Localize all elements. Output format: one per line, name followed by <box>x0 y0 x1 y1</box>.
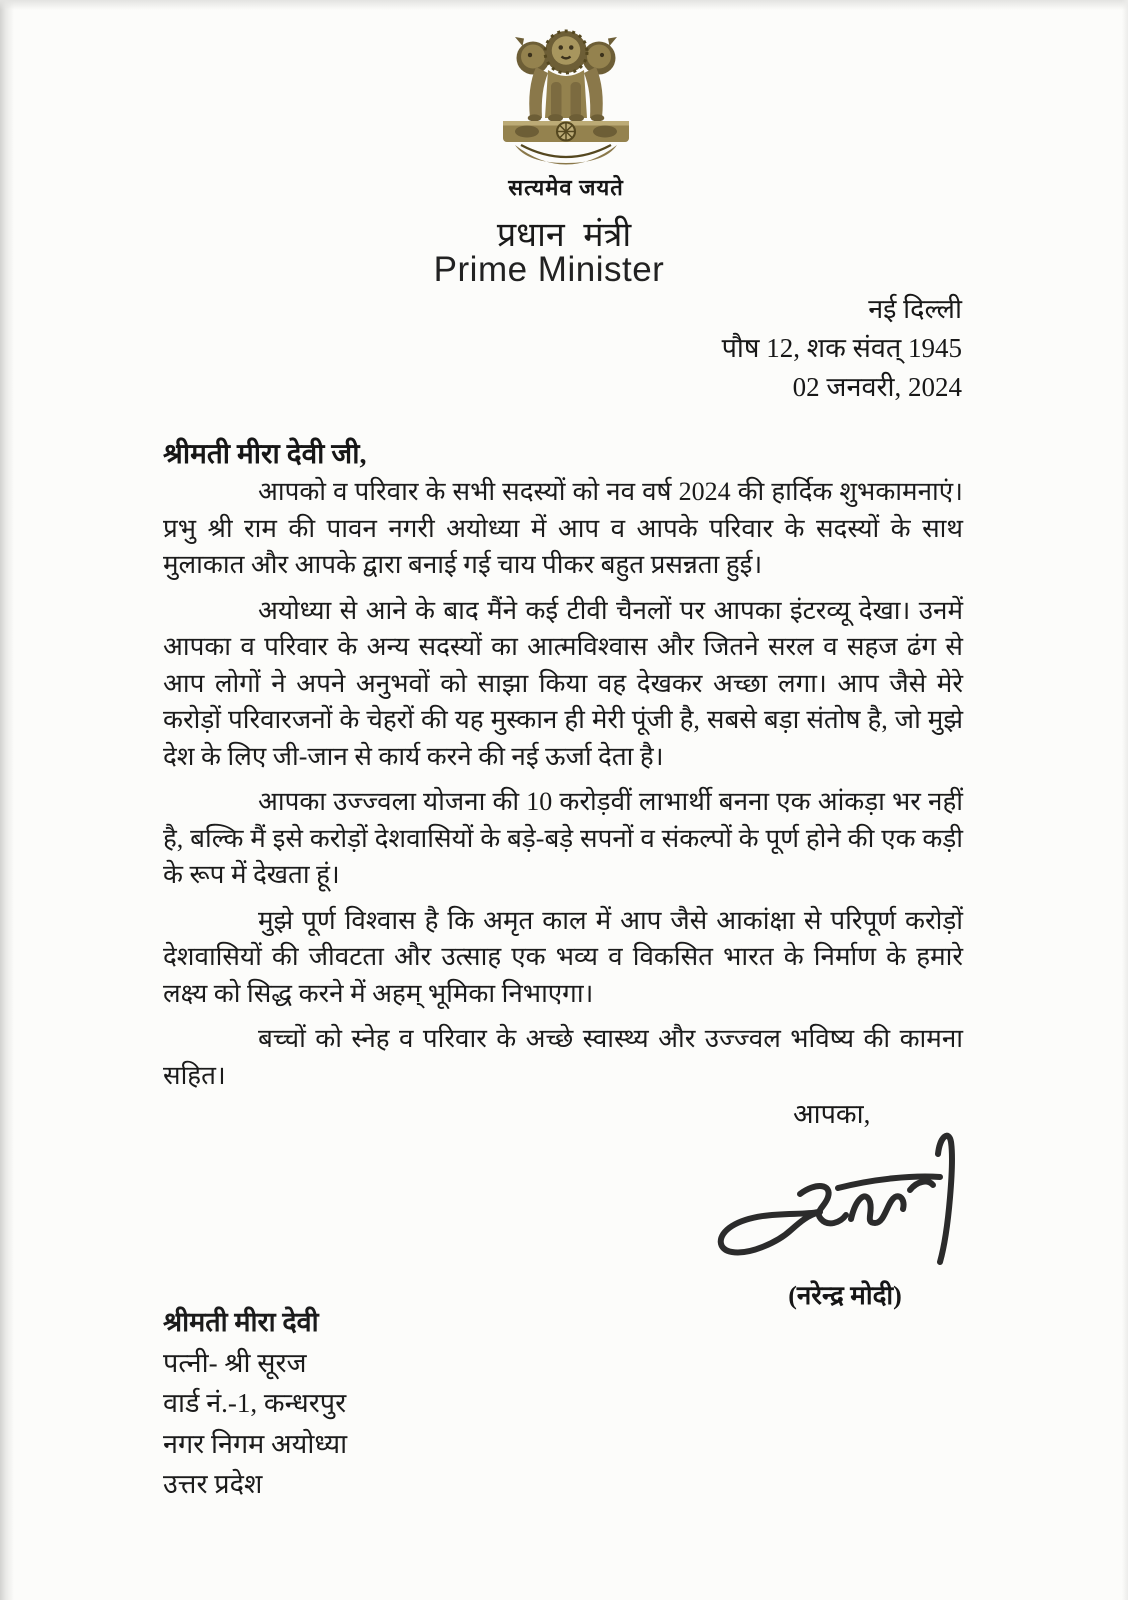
paragraph-2: अयोध्या से आने के बाद मैंने कई टीवी चैनलों पर आपका इंटरव्यू देखा। उनमें आपका व परिवार के अन्य सदस्यों का आत्मविश्वास और जितने सरल व सहज ढंग से आप लोगों ने अपने अनुभवों को साझा किया वह देखकर अच्छा लगा। आप जैसे मेरे करोड़ों परिवारजनों के चेहरों की यह मुस्कान ही मेरी पूंजी है, सबसे बड़ा संतोष है, जो मुझे देश के लिए जी-जान से कार्य करने की नई ऊर्जा देता है। <box>163 595 963 771</box>
letterhead-title-english: Prime Minister <box>433 250 665 289</box>
paragraph-1: आपको व परिवार के सभी सदस्यों को नव वर्ष 2024 की हार्दिक शुभकामनाएं। प्रभु श्री राम की पावन नगरी अयोध्या में आप व आपके परिवार के सदस्यों के साथ मुलाकात और आपके द्वारा बनाई गई चाय पीकर बहुत प्रसन्नता हुई। <box>163 477 963 579</box>
dateline-date: 02 जनवरी, 2024 <box>792 372 962 402</box>
dateline-saka-date: पौष 12, शक संवत् 1945 <box>721 333 962 363</box>
national-emblem-icon <box>476 24 656 176</box>
scan-edge-left <box>0 0 14 1600</box>
recipient-address-line: पत्नी- श्री सूरज <box>163 1347 307 1378</box>
recipient-address-line: उत्तर प्रदेश <box>163 1469 263 1499</box>
signatory-name: (नरेन्द्र मोदी) <box>788 1281 902 1310</box>
dateline <box>722 290 962 407</box>
dateline-place: नई दिल्ली <box>868 294 962 324</box>
emblem-motto: सत्यमेव जयते <box>508 175 624 200</box>
letterhead-title-hindi: प्रधान मंत्री <box>496 217 632 254</box>
paragraph-3: आपका उज्ज्वला योजना की 10 करोड़वीं लाभार्थी बनना एक आंकड़ा भर नहीं है, बल्कि मैं इसे करोड़ों देशवासियों के बड़े-बड़े सपनों व संकल्पों के पूर्ण होने की एक कड़ी के रूप में देखता हूं। <box>163 787 963 889</box>
letter-body <box>163 474 963 1103</box>
scan-edge-top <box>0 0 1128 10</box>
recipient-name: श्रीमती मीरा देवी <box>163 1307 319 1337</box>
recipient-address-line: नगर निगम अयोध्या <box>163 1428 348 1459</box>
recipient-address-line: वार्ड नं.-1, कन्धरपुर <box>163 1388 347 1418</box>
paragraph-4: मुझे पूर्ण विश्वास है कि अमृत काल में आप जैसे आकांक्षा से परिपूर्ण करोड़ों देशवासियों की जीवटता और उत्साह एक भव्य व विकसित भारत के निर्माण के हमारे लक्ष्य को सिद्ध करने में अहम् भूमिका निभाएगा। <box>163 905 963 1008</box>
valediction: आपका, <box>793 1099 871 1129</box>
recipient-address <box>163 1302 347 1505</box>
salutation: श्रीमती मीरा देवी जी, <box>163 439 367 470</box>
signature-image <box>688 1122 1008 1274</box>
scan-edge-right <box>1122 0 1128 1600</box>
paragraph-5: बच्चों को स्नेह व परिवार के अच्छे स्वास्थ्य और उज्ज्वल भविष्य की कामना सहित। <box>163 1024 963 1090</box>
